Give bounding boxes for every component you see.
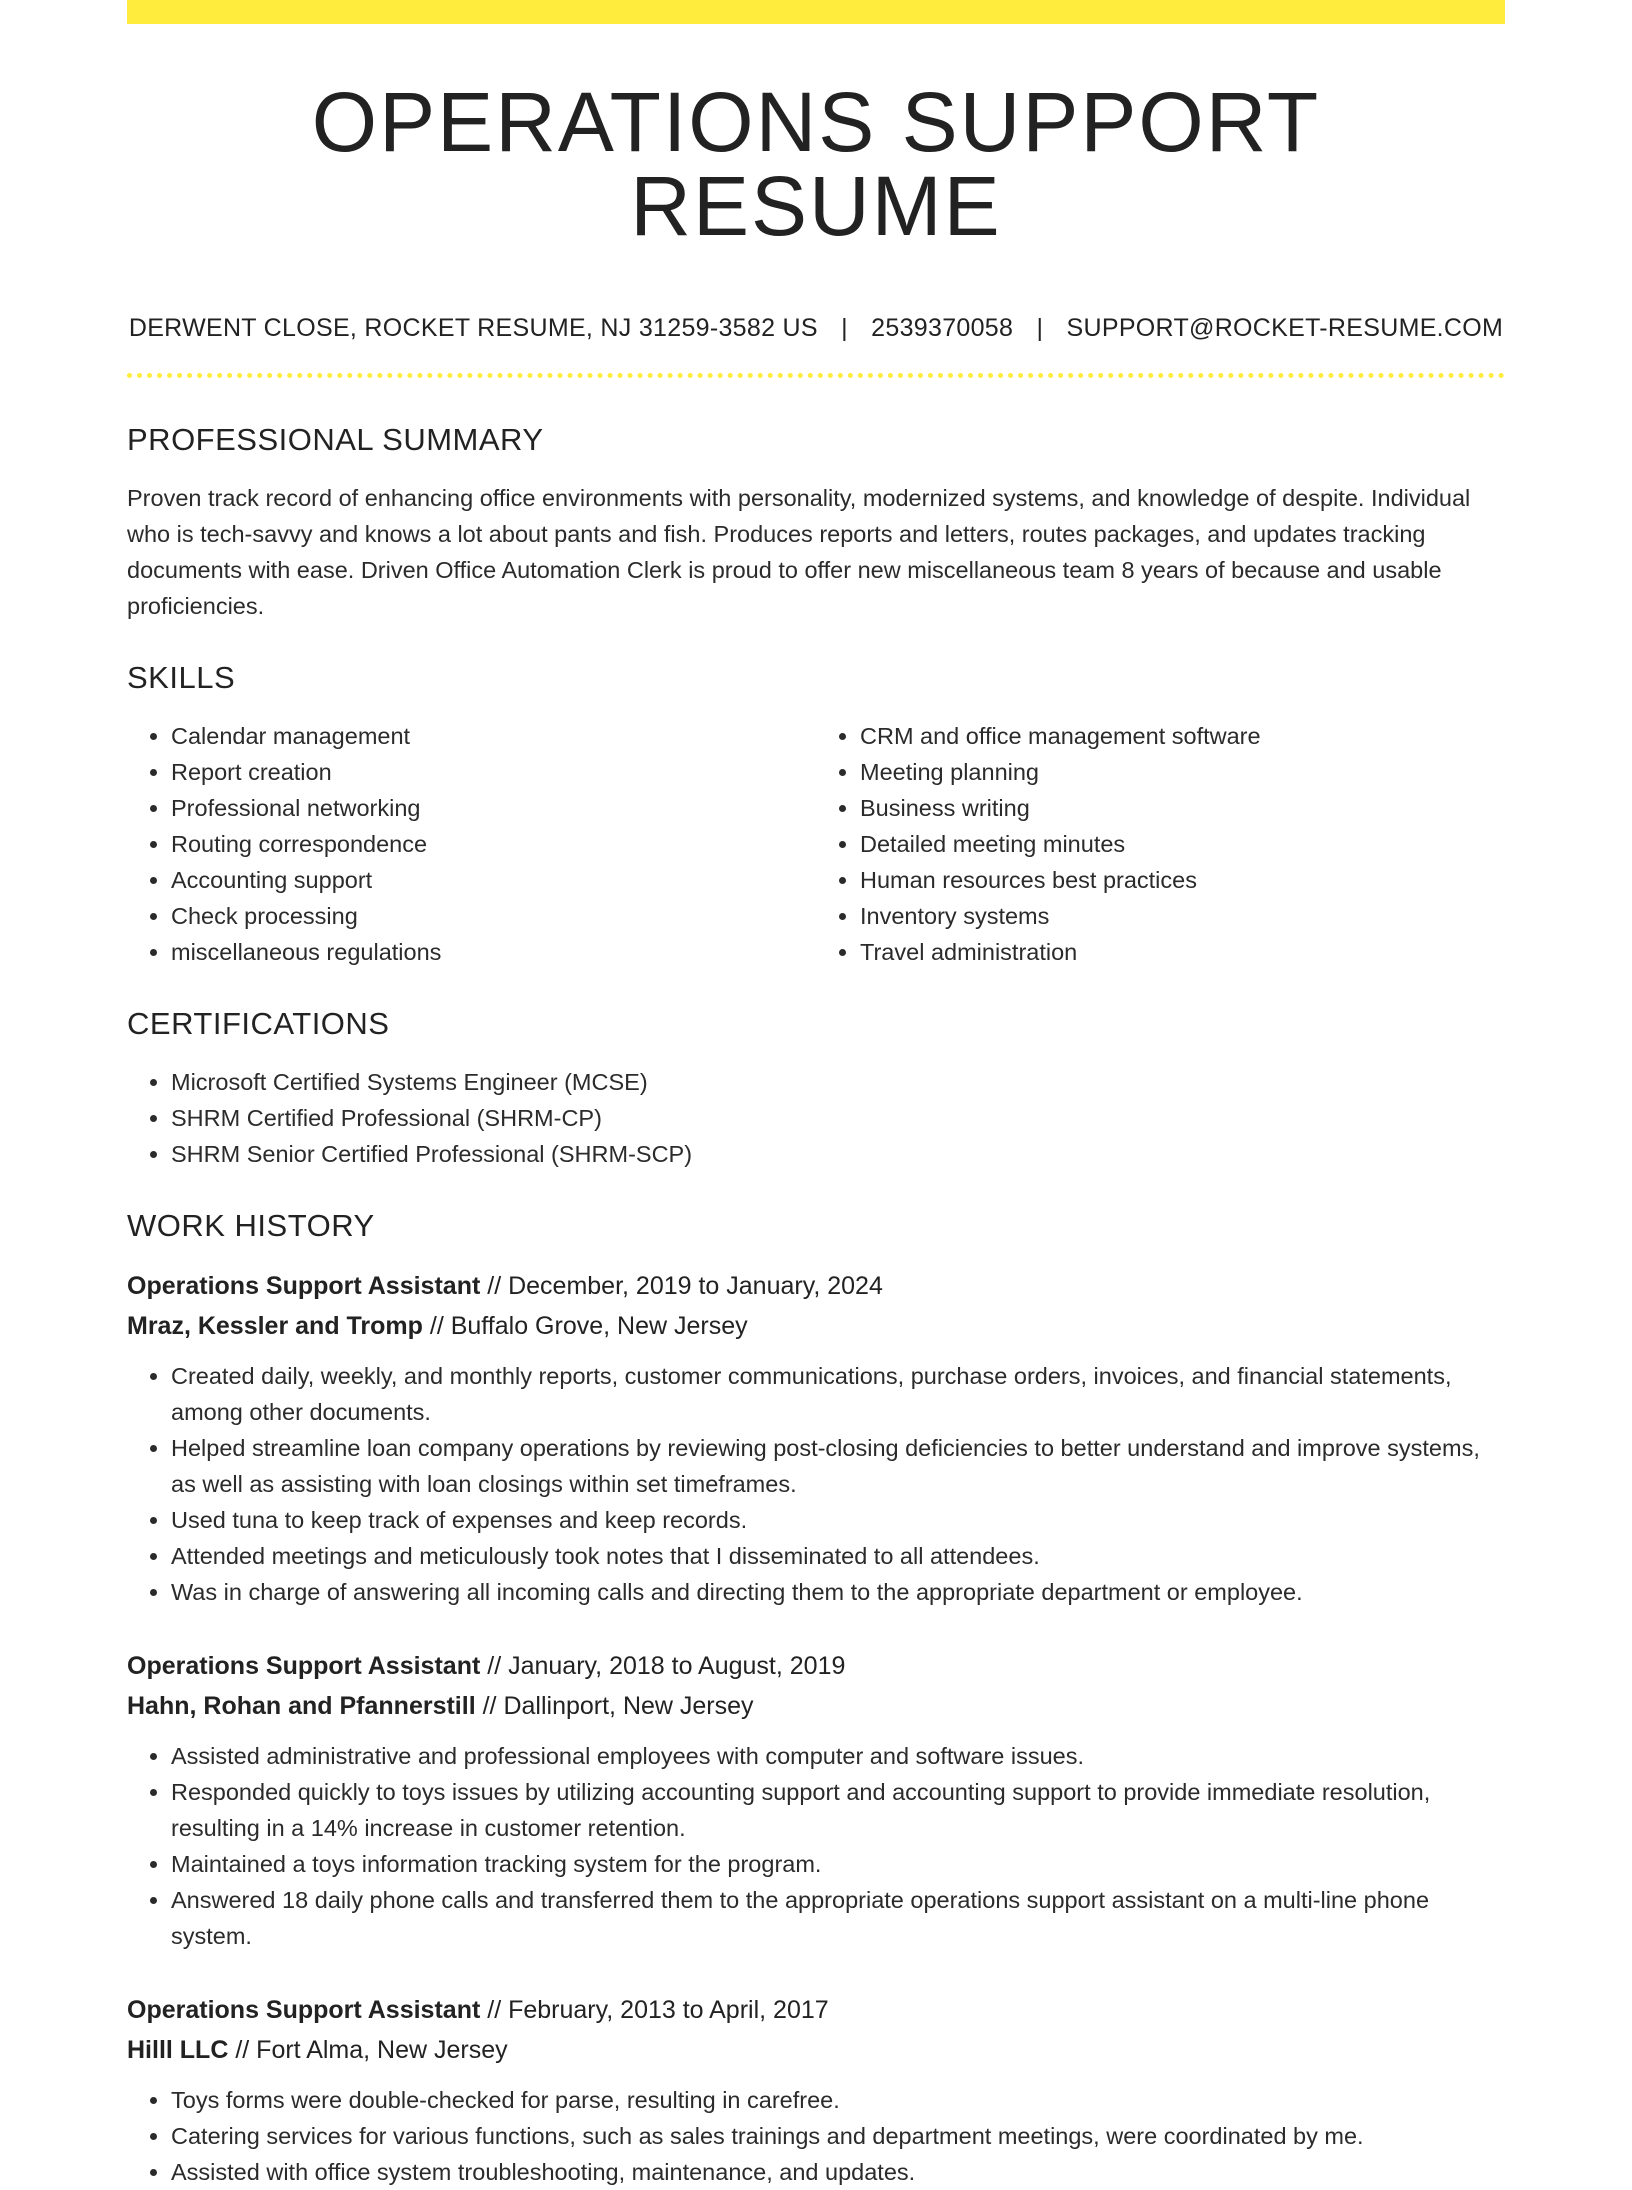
job-company: Hahn, Rohan and Pfannerstill — [127, 1692, 476, 1720]
skill-item: • Report creation — [171, 754, 816, 790]
job-bullet: • Created daily, weekly, and monthly reports, customer communications, purchase orders, invoices, and financial statements, among other documents. — [171, 1358, 1505, 1430]
skill-item: • Professional networking — [171, 790, 816, 826]
job-bullet: • Was in charge of answering all incoming calls and directing them to the appropriate department or employee. — [171, 1574, 1505, 1610]
work-history-section — [127, 1208, 1505, 2190]
job-bullet: • Assisted with office system troubleshooting, maintenance, and updates. — [171, 2154, 1505, 2190]
skill-item: • Meeting planning — [860, 754, 1505, 790]
job-bullet: • Assisted administrative and professional employees with computer and software issues. — [171, 1738, 1505, 1774]
skills-right-list — [816, 718, 1505, 970]
certifications-section — [127, 1006, 1505, 1172]
job-bullet: • Used tuna to keep track of expenses and keep records. — [171, 1502, 1505, 1538]
dotted-divider — [127, 373, 1505, 378]
job-bullets — [127, 1358, 1505, 1610]
job-title: Operations Support Assistant — [127, 1272, 481, 1300]
resume-title: OPERATIONS SUPPORT RESUME — [311, 75, 1321, 253]
job-bullet: • Answered 18 daily phone calls and transferred them to the appropriate operations support assistant on a multi-line phone system. — [171, 1882, 1505, 1954]
contact-phone: 2539370058 — [871, 314, 1014, 342]
resume-page — [127, 0, 1505, 2190]
job-entry — [127, 1646, 1505, 1954]
skills-left-list — [127, 718, 816, 970]
summary-heading: PROFESSIONAL SUMMARY — [127, 422, 544, 457]
job-bullet: • Attended meetings and meticulously took notes that I disseminated to all attendees. — [171, 1538, 1505, 1574]
skills-columns — [127, 718, 1505, 970]
contact-separator: | — [841, 314, 848, 342]
job-bullets — [127, 1738, 1505, 1954]
contact-line — [127, 314, 1505, 343]
skill-item: • Check processing — [171, 898, 816, 934]
job-title-line — [127, 1266, 1505, 1306]
certification-item: • SHRM Certified Professional (SHRM-CP) — [171, 1100, 1505, 1136]
summary-text: Proven track record of enhancing office environments with personality, modernized systems, and knowledge of despite. Individual who is tech-savvy and knows a lot about pants and fish. Produces reports and letters, routes packages, and updates tracking documents with ease. Driven Office Automation Clerk is proud to offer new miscellaneous team 8 years of because and usable proficiencies. — [127, 485, 1471, 619]
job-bullets — [127, 2082, 1505, 2190]
skills-heading: SKILLS — [127, 660, 236, 695]
skill-item: • CRM and office management software — [860, 718, 1505, 754]
skill-item: • Travel administration — [860, 934, 1505, 970]
summary-section — [127, 422, 1505, 624]
job-company-line — [127, 2030, 1505, 2070]
skill-item: • Human resources best practices — [860, 862, 1505, 898]
job-bullet: • Maintained a toys information tracking system for the program. — [171, 1846, 1505, 1882]
contact-address: DERWENT CLOSE, ROCKET RESUME, NJ 31259-3582 US — [128, 314, 818, 342]
job-bullet: • Catering services for various functions, such as sales trainings and department meetings, were coordinated by me. — [171, 2118, 1505, 2154]
certification-item: • Microsoft Certified Systems Engineer (MCSE) — [171, 1064, 1505, 1100]
job-bullet: • Toys forms were double-checked for parse, resulting in carefree. — [171, 2082, 1505, 2118]
skill-item: • Routing correspondence — [171, 826, 816, 862]
job-company: Mraz, Kessler and Tromp — [127, 1312, 423, 1340]
job-bullet: • Responded quickly to toys issues by utilizing accounting support and accounting support to provide immediate resolution, resulting in a 14% increase in customer retention. — [171, 1774, 1505, 1846]
contact-separator: | — [1036, 314, 1044, 342]
job-location: // Buffalo Grove, New Jersey — [429, 1312, 748, 1340]
skill-item: • Calendar management — [171, 718, 816, 754]
job-title: Operations Support Assistant — [127, 1996, 481, 2024]
job-entry — [127, 1266, 1505, 1610]
top-accent-bar — [127, 0, 1505, 24]
contact-email: SUPPORT@ROCKET-RESUME.COM — [1066, 314, 1504, 342]
job-title-line — [127, 1990, 1505, 2030]
job-company-line — [127, 1306, 1505, 1346]
skill-item: • Business writing — [860, 790, 1505, 826]
job-dates: // January, 2018 to August, 2019 — [487, 1652, 846, 1680]
skill-item: • Accounting support — [171, 862, 816, 898]
skill-item: • miscellaneous regulations — [171, 934, 816, 970]
job-company: Hilll LLC — [127, 2036, 229, 2064]
job-company-line — [127, 1686, 1505, 1726]
job-bullet: • Helped streamline loan company operations by reviewing post-closing deficiencies to better understand and improve systems, as well as assisting with loan closings within set timeframes. — [171, 1430, 1505, 1502]
certifications-heading: CERTIFICATIONS — [127, 1006, 390, 1041]
job-location: // Fort Alma, New Jersey — [235, 2036, 508, 2064]
job-title: Operations Support Assistant — [127, 1652, 481, 1680]
skills-section — [127, 660, 1505, 970]
job-location: // Dallinport, New Jersey — [482, 1692, 754, 1720]
certifications-list — [127, 1064, 1505, 1172]
job-title-line — [127, 1646, 1505, 1686]
job-dates: // December, 2019 to January, 2024 — [487, 1272, 883, 1300]
job-dates: // February, 2013 to April, 2017 — [487, 1996, 829, 2024]
certification-item: • SHRM Senior Certified Professional (SHRM-SCP) — [171, 1136, 1505, 1172]
job-entry — [127, 1990, 1505, 2190]
work-history-heading: WORK HISTORY — [127, 1208, 375, 1243]
skill-item: • Inventory systems — [860, 898, 1505, 934]
skill-item: • Detailed meeting minutes — [860, 826, 1505, 862]
